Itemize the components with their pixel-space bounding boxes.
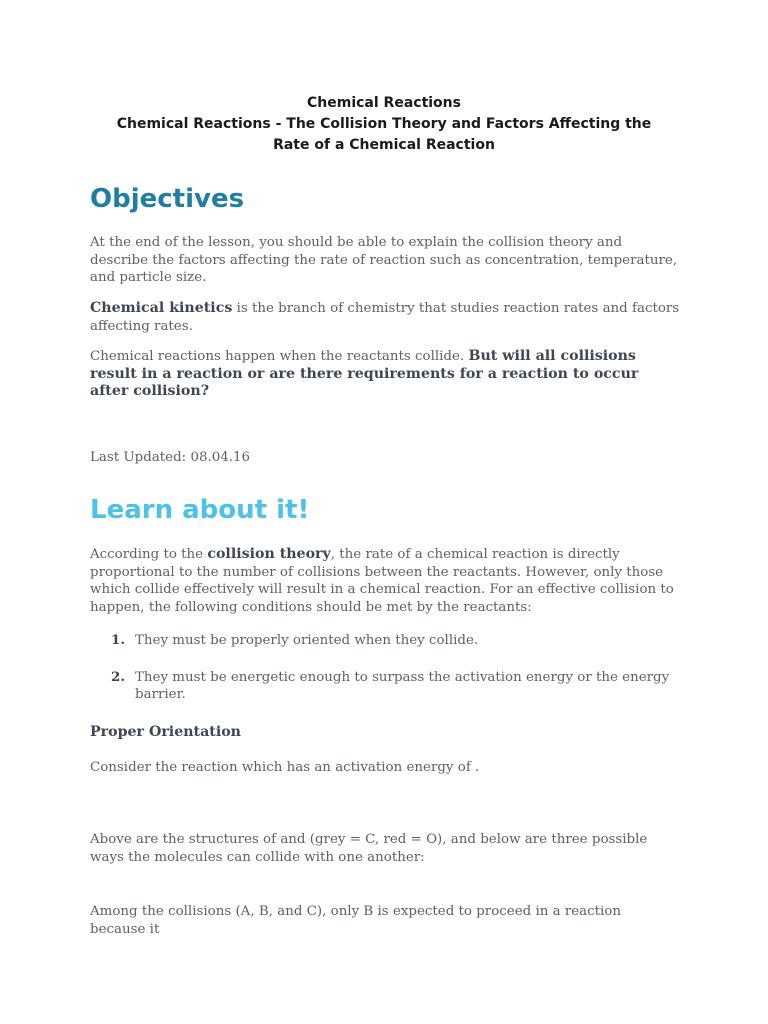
collision-theory-term: collision theory xyxy=(207,546,331,562)
condition-item xyxy=(90,632,680,650)
collision-lead: According to the xyxy=(90,547,208,562)
objectives-intro: At the end of the lesson, you should be able to explain the collision theory and describe the factors affecting the rate of reaction such as concentration, temperature, and particle size. xyxy=(90,235,678,285)
condition-number: 1. xyxy=(111,632,125,648)
structures-paragraph: Above are the structures of and (grey = C, red = O), and below are three possible ways the molecules can collide with one another: xyxy=(90,832,648,865)
collision-rest: , the rate of a chemical reaction is directly proportional to the number of collisions between the reactants. However, only those which collide effectively will result in a chemical reaction. For an effective collision to happen, the following conditions should be met by the reactants: xyxy=(90,547,674,615)
learn-heading: Learn about it! xyxy=(90,495,310,525)
proper-orientation-heading: Proper Orientation xyxy=(90,724,241,740)
question-paragraph xyxy=(90,348,680,401)
collision-theory-paragraph xyxy=(90,546,680,616)
condition-text: They must be properly oriented when they collide. xyxy=(135,633,479,648)
question-bold: But will all collisions result in a reaction or are there requirements for a reaction to occur after collision? xyxy=(90,348,639,399)
condition-number: 2. xyxy=(111,668,125,685)
kinetics-term: Chemical kinetics xyxy=(90,300,233,316)
condition-item xyxy=(90,669,680,704)
title-line-2: Chemical Reactions - The Collision Theory and Factors Affecting the xyxy=(116,116,652,132)
objectives-heading: Objectives xyxy=(90,184,245,214)
conditions-list xyxy=(90,632,680,723)
title-line-3: Rate of a Chemical Reaction xyxy=(273,137,495,153)
condition-text: They must be energetic enough to surpass the activation energy or the energy barrier. xyxy=(135,669,670,702)
title-line-1: Chemical Reactions xyxy=(307,95,461,111)
among-paragraph: Among the collisions (A, B, and C), only B is expected to proceed in a reaction because it xyxy=(90,904,622,937)
last-updated: Last Updated: 08.04.16 xyxy=(90,450,251,465)
kinetics-paragraph xyxy=(90,300,680,335)
consider-paragraph: Consider the reaction which has an activation energy of . xyxy=(90,760,480,775)
question-lead: Chemical reactions happen when the reactants collide. xyxy=(90,349,469,364)
kinetics-definition: is the branch of chemistry that studies reaction rates and factors affecting rates. xyxy=(90,301,680,334)
document-title xyxy=(60,93,708,156)
